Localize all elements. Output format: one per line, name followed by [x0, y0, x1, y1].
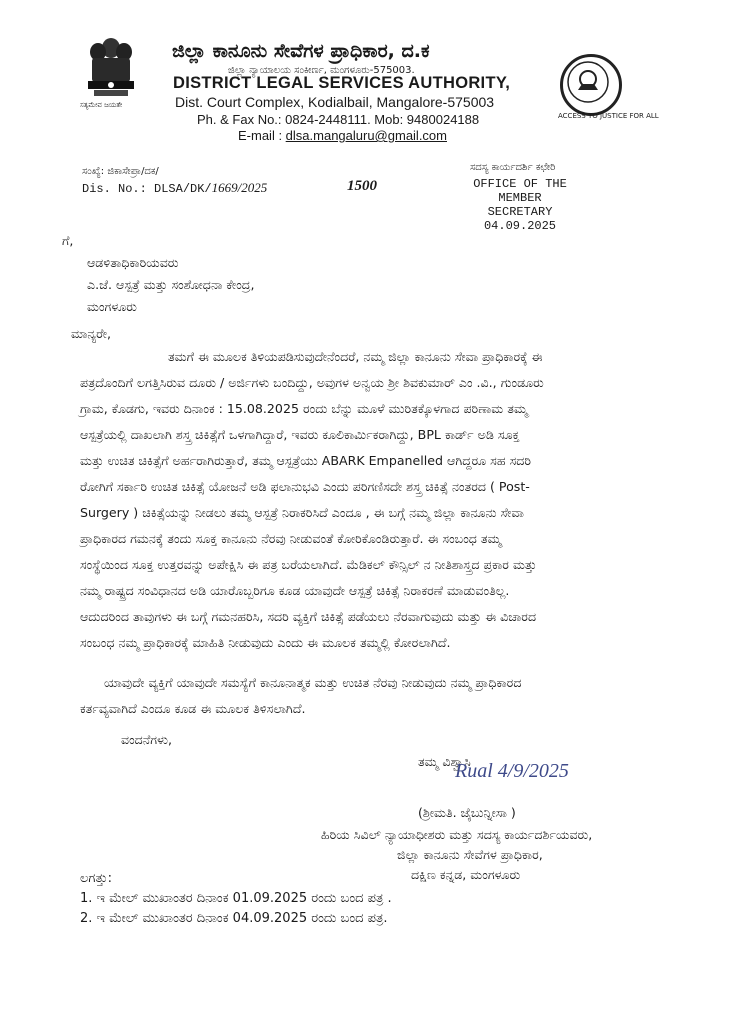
office-line2: SECRETARY — [487, 205, 553, 219]
recipient-line3: ಮಂಗಳೂರು — [87, 299, 137, 314]
body-line: ನಮ್ಮ ರಾಷ್ಟ್ರದ ಸಂವಿಧಾನದ ಅಡಿ ಯಾರೊಬ್ಬರಿಗೂ ಕೂಡ ಯಾವುದೇ ಆಸ್ಪತ್ರೆ ಚಿಕಿತ್ಸೆ ನಿರಾಕರಣೆ ಮಾಡುವಂತಿಲ್ಲ. — [80, 583, 510, 598]
signature-yours: ತಮ್ಮ ವಿಶ್ವಾಸಿ — [418, 754, 471, 769]
body-line: ಸಂಸ್ಥೆಯಿಂದ ಸೂಕ್ತ ಉತ್ತರವನ್ನು ಅಪೇಕ್ಷಿಸಿ ಈ ಪತ್ರ ಬರೆಯಲಾಗಿದೆ. ಮೆಡಿಕಲ್ ಕೌನ್ಸಿಲ್ ನ ನೀತಿಶಾಸ್ತ್ರದ ಪ್ರಕಾರ ಮತ್ತು — [80, 557, 537, 572]
body-line: ಗ್ರಾಮ, ಕೊಡಗು, ಇವರು ದಿನಾಂಕ : 15.08.2025 ರಂದು ಬೆನ್ನು ಮೂಳೆ ಮುರಿತಕ್ಕೊಳಗಾದ ಪರಿಣಾಮ ತಮ್ಮ — [80, 401, 528, 416]
email-address[interactable]: dlsa.mangaluru@gmail.com — [285, 128, 447, 143]
recipient-line2: ಎ.ಜೆ. ಆಸ್ಪತ್ರೆ ಮತ್ತು ಸಂಶೋಧನಾ ಕೇಂದ್ರ, — [87, 277, 255, 292]
seal-text: ACCESS TO JUSTICE FOR ALL — [558, 112, 659, 120]
header-phone: Ph. & Fax No.: 0824-2448111. Mob: 9480024188 — [197, 112, 480, 127]
body-line: ತಮಗೆ ಈ ಮೂಲಕ ತಿಳಿಯಪಡಿಸುವುದೇನೆಂದರೆ, ನಮ್ಮ ಜಿಲ್ಲಾ ಕಾನೂನು ಸೇವಾ ಪ್ರಾಧಿಕಾರಕ್ಕೆ ಈ — [168, 349, 543, 364]
closing: ವಂದನೆಗಳು, — [121, 732, 172, 747]
body-line: Surgery ) ಚಿಕಿತ್ಸೆಯನ್ನು ನೀಡಲು ತಮ್ಮ ಆಸ್ಪತ್ರೆ ನಿರಾಕರಿಸಿದೆ ಎಂದೂ , ಈ ಬಗ್ಗೆ ನಮ್ಮ ಜಿಲ್ಲಾ ಕಾನೂನು ಸೇವಾ — [80, 505, 524, 520]
body-line: ಪ್ರಾಧಿಕಾರದ ಗಮನಕ್ಕೆ ತಂದು ಸೂಕ್ತ ಕಾನೂನು ನೆರವು ನೀಡುವಂತೆ ಕೋರಿಕೊಂಡಿರುತ್ತಾರೆ. ಈ ಸಂಬಂಧ ತಮ್ಮ — [80, 531, 502, 546]
header-address: Dist. Court Complex, Kodialbail, Mangalore-575003 — [175, 94, 495, 110]
header-email — [238, 128, 447, 143]
office-date: 04.09.2025 — [483, 219, 556, 233]
signatory-designation1: ಹಿರಿಯ ಸಿವಿಲ್ ನ್ಯಾಯಾಧೀಶರು ಮತ್ತು ಸದಸ್ಯ ಕಾರ್ಯದರ್ಶಿಯವರು, — [321, 827, 593, 842]
body-line: ಆಸ್ಪತ್ರೆಯಲ್ಲಿ ದಾಖಲಾಗಿ ಶಸ್ತ್ರ ಚಿಕಿತ್ಸೆಗೆ ಒಳಗಾಗಿದ್ದಾರೆ, ಇವರು ಕೂಲಿಕಾರ್ಮಿಕರಾಗಿದ್ದು, BPL ಕಾರ್ಡ್ ಅಡಿ ಸೂಕ್ತ — [80, 427, 520, 442]
reference-no-kannada: ಸಂಖ್ಯೆ: ಜಿಕಾಸೇಪ್ರಾ/ದಕ/ — [82, 166, 159, 177]
office-line1: OFFICE OF THE MEMBER — [473, 177, 567, 205]
dispatch-prefix: Dis. No.: DLSA/DK/ — [82, 182, 212, 196]
enclosure-item: 2. ಇ ಮೇಲ್ ಮುಖಾಂತರ ದಿನಾಂಕ 04.09.2025 ರಂದು ಬಂದ ಪತ್ರ. — [80, 911, 388, 926]
enclosures-label: ಲಗತ್ತು: — [80, 871, 112, 886]
body-line: ಮತ್ತು ಉಚಿತ ಚಿಕಿತ್ಸೆಗೆ ಅರ್ಹರಾಗಿರುತ್ತಾರೆ, ತಮ್ಮ ಆಸ್ಪತ್ರೆಯು ABARK Empanelled ಆಗಿದ್ದರೂ ಸಹ ಸದರಿ — [80, 453, 532, 468]
body-line: ರೋಗಿಗೆ ಸರ್ಕಾರಿ ಉಚಿತ ಚಿಕಿತ್ಸೆ ಯೋಜನೆ ಅಡಿ ಫಲಾನುಭವಿ ಎಂದು ಪರಿಗಣಿಸದೇ ಶಸ್ತ್ರ ಚಿಕಿತ್ಸೆ ನಂತರದ ( Post- — [80, 479, 530, 494]
recipient-to: ಗೆ, — [62, 233, 74, 248]
enclosure-item: 1. ಇ ಮೇಲ್ ಮುಖಾಂತರ ದಿನಾಂಕ 01.09.2025 ರಂದು ಬಂದ ಪತ್ರ . — [80, 891, 392, 906]
recipient-line1: ಆಡಳಿತಾಧಿಕಾರಿಯವರು — [87, 255, 179, 270]
body-line: ಕರ್ತವ್ಯವಾಗಿದೆ ಎಂದೂ ಕೂಡ ಈ ಮೂಲಕ ತಿಳಿಸಲಾಗಿದೆ. — [80, 701, 306, 716]
state-emblem-icon — [82, 34, 140, 110]
dispatch-value: 1669/2025 — [211, 180, 268, 195]
header-subtitle-kannada: ಜಿಲ್ಲಾ ನ್ಯಾಯಾಲಯ ಸಂಕೀರ್ಣ, ಮಂಗಳೂರು-575003. — [228, 65, 415, 76]
body-line: ಸಂಬಂಧ ನಮ್ಮ ಪ್ರಾಧಿಕಾರಕ್ಕೆ ಮಾಹಿತಿ ನೀಡುವುದು ಎಂದು ಈ ಮೂಲಕ ತಮ್ಮಲ್ಲಿ ಕೋರಲಾಗಿದೆ. — [80, 635, 451, 650]
dispatch-number — [82, 180, 267, 196]
salutation: ಮಾನ್ಯರೇ, — [71, 326, 111, 341]
body-line: ಆದುದರಿಂದ ತಾವುಗಳು ಈ ಬಗ್ಗೆ ಗಮನಹರಿಸಿ, ಸದರಿ ವ್ಯಕ್ತಿಗೆ ಚಿಕಿತ್ಸೆ ಪಡೆಯಲು ನೆರವಾಗುವುದು ಮತ್ತು ಈ ವಿಚಾರದ — [80, 609, 537, 624]
office-block — [450, 177, 590, 233]
header-title-english: DISTRICT LEGAL SERVICES AUTHORITY, — [173, 74, 511, 92]
legal-services-seal-icon — [560, 54, 622, 116]
dispatch-stamp: 1500 — [347, 178, 377, 194]
body-line: ಯಾವುದೇ ವ್ಯಕ್ತಿಗೆ ಯಾವುದೇ ಸಮಸ್ಯೆಗೆ ಕಾನೂನಾತ್ಮಕ ಮತ್ತು ಉಚಿತ ನೆರವು ನೀಡುವುದು ನಮ್ಮ ಪ್ರಾಧಿಕಾರದ — [104, 675, 522, 690]
handwritten-signature: Rual 4/9/2025 — [455, 760, 569, 782]
emblem-motto: ಸತ್ಯಮೇವ ಜಯತೇ — [80, 101, 123, 109]
signatory-designation2: ಜಿಲ್ಲಾ ಕಾನೂನು ಸೇವೆಗಳ ಪ್ರಾಧಿಕಾರ, — [397, 847, 543, 862]
body-line: ಪತ್ರದೊಂದಿಗೆ ಲಗತ್ತಿಸಿರುವ ದೂರು / ಅರ್ಜಿಗಳು ಬಂದಿದ್ದು, ಅವುಗಳ ಅನ್ವಯ ಶ್ರೀ ಶಿವಕುಮಾರ್ ಎಂ .ವಿ., ಗುಂಡೂರು — [80, 375, 544, 390]
signatory-designation3: ದಕ್ಷಿಣ ಕನ್ನಡ, ಮಂಗಳೂರು — [411, 867, 521, 882]
header-title-kannada: ಜಿಲ್ಲಾ ಕಾನೂನು ಸೇವೆಗಳ ಪ್ರಾಧಿಕಾರ, ದ.ಕ — [172, 40, 430, 62]
signatory-name: (ಶ್ರೀಮತಿ. ಜೈಬುನ್ನೀಸಾ ) — [418, 805, 516, 820]
office-kannada: ಸದಸ್ಯ ಕಾರ್ಯದರ್ಶಿ ಕಛೇರಿ — [470, 162, 556, 173]
email-label: E-mail : — [238, 128, 286, 143]
